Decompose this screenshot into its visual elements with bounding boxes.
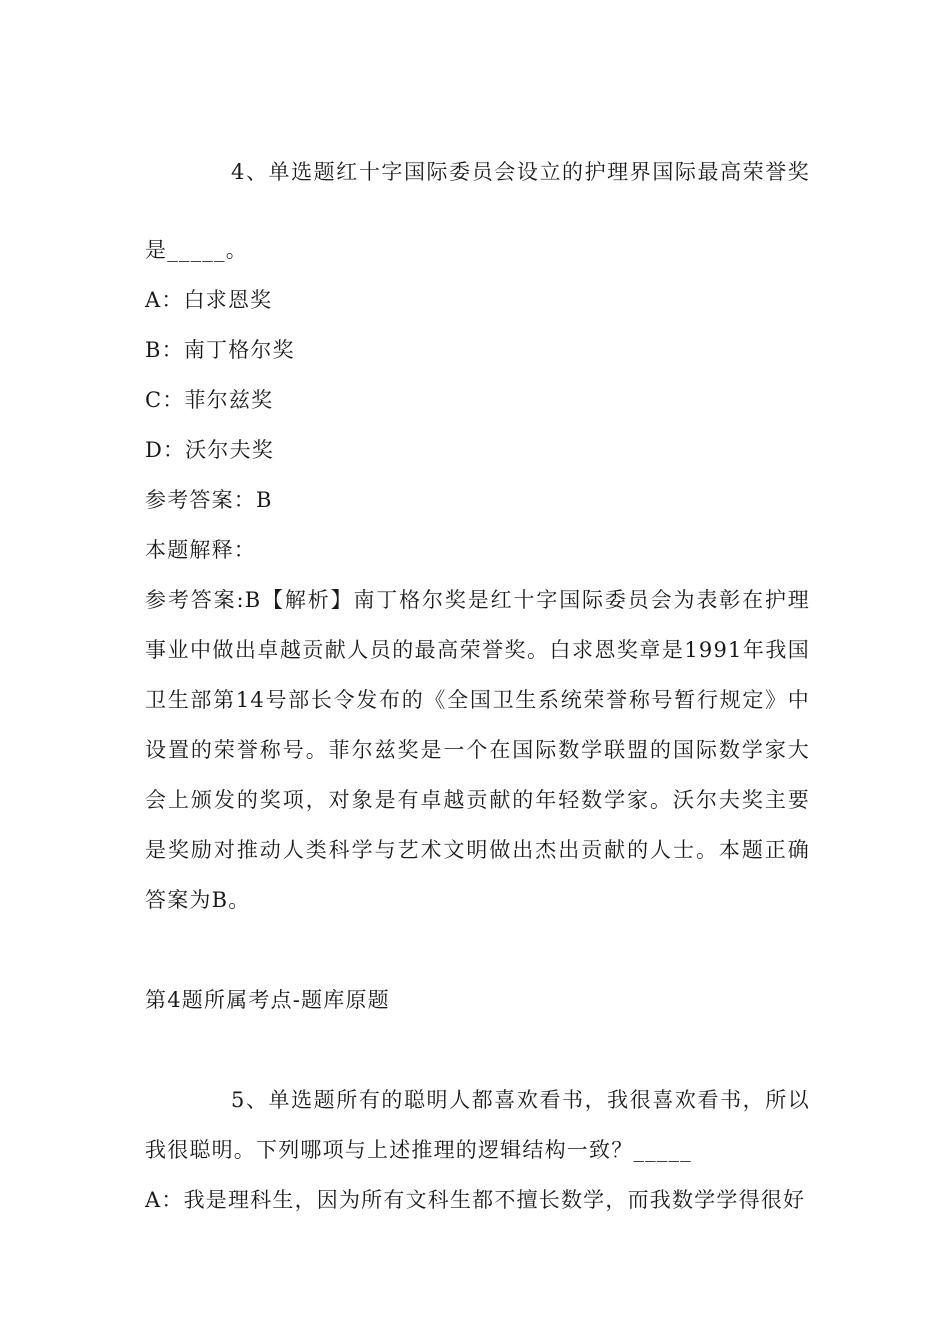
q4-option-c: C：菲尔兹奖 (145, 388, 274, 412)
q4-explanation-line: 设置的荣誉称号。菲尔兹奖是一个在国际数学联盟的国际数学家大 (145, 738, 810, 762)
q4-explanation-line: 是奖励对推动人类科学与艺术文明做出杰出贡献的人士。本题正确 (145, 838, 810, 862)
q4-explanation-line: 事业中做出卓越贡献人员的最高荣誉奖。白求恩奖章是1991年我国 (145, 638, 810, 662)
q4-option-b: B：南丁格尔奖 (145, 338, 295, 362)
q4-explanation-line: 卫生部第14号部长令发布的《全国卫生系统荣誉称号暂行规定》中 (145, 688, 810, 712)
q4-stem-line1: 4、单选题红十字国际委员会设立的护理界国际最高荣誉奖 (231, 160, 810, 184)
q4-explanation-line: 会上颁发的奖项，对象是有卓越贡献的年轻数学家。沃尔夫奖主要 (145, 788, 810, 812)
q4-explanation-line: 参考答案:B【解析】南丁格尔奖是红十字国际委员会为表彰在护理 (145, 588, 810, 612)
q5-stem-line1: 5、单选题所有的聪明人都喜欢看书，我很喜欢看书，所以 (231, 1088, 810, 1112)
q4-topic: 第4题所属考点-题库原题 (145, 988, 390, 1012)
q4-explanation-title: 本题解释： (145, 538, 256, 562)
q4-option-a: A：白求恩奖 (145, 288, 273, 312)
q4-option-d: D：沃尔夫奖 (145, 438, 275, 462)
q4-answer: 参考答案：B (145, 488, 273, 512)
q5-stem-line2: 我很聪明。下列哪项与上述推理的逻辑结构一致？_____ (145, 1138, 692, 1162)
q5-option-a: A：我是理科生，因为所有文科生都不擅长数学，而我数学学得很好 (145, 1188, 806, 1212)
q4-stem-line2: 是_____。 (145, 238, 248, 262)
q4-explanation-line: 答案为B。 (145, 888, 251, 912)
